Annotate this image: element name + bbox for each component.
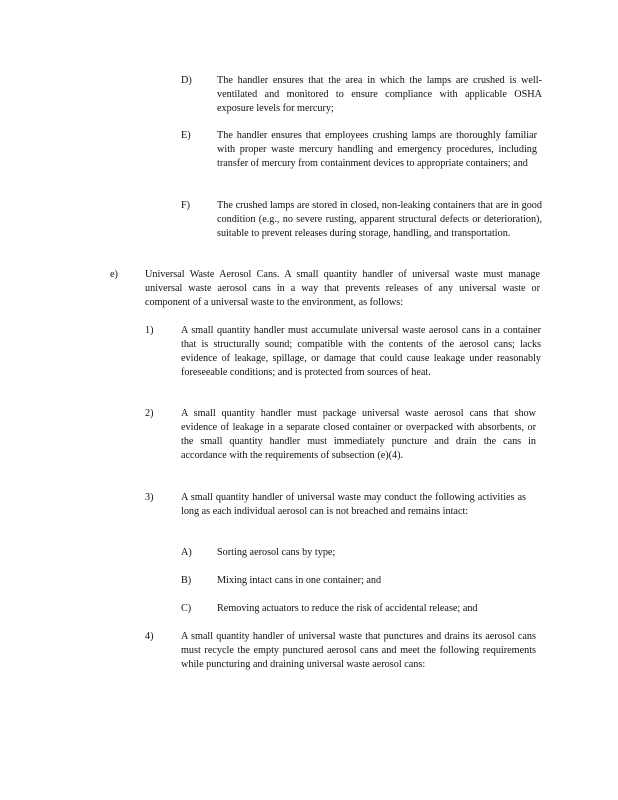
item-f-text: The crushed lamps are stored in closed, non-leaking containers that are in good condition (e.g., no severe rusting, apparent structural defects or deterioration), suitable to prevent releases during storage, handling, and transportation. [217,200,542,239]
item-e-text: The handler ensures that employees crushing lamps are thoroughly familiar with proper waste mercury handling and emergency procedures, including transfer of mercury from containment devices to appropriate containers; and [217,130,537,169]
item-marker-d: D) [181,75,192,86]
item-marker-f: F) [181,200,191,211]
paragraph-marker-3: 3) [145,492,154,503]
paragraph-1-text: A small quantity handler must accumulate universal waste aerosol cans in a container that is structurally sound; compatible with the contents of the aerosol cans; lacks evidence of leakage, spillage, or damage that could cause leakage under reasonably foreseeable conditions; and is protected from sources of heat. [181,325,541,378]
paragraph-marker-2: 2) [145,408,154,419]
item-marker-e: E) [181,130,191,141]
paragraph-marker-4: 4) [145,631,154,642]
paragraph-2-text: A small quantity handler must package universal waste aerosol cans that show evidence of leakage in a separate closed container or overpacked with absorbents, or the small quantity handler must immediately puncture and drain the cans in accordance with the requirements of subsection (e)(4). [181,408,536,461]
item-marker-a: A) [181,547,192,558]
item-a-text: Sorting aerosol cans by type; [217,547,336,558]
subsection-marker-e: e) [110,269,118,280]
item-d-text: The handler ensures that the area in which the lamps are crushed is well-ventilated and monitored to ensure compliance with applicable OSHA exposure levels for mercury; [217,75,542,114]
subsection-e-text: Universal Waste Aerosol Cans. A small quantity handler of universal waste must manage universal waste aerosol cans in a way that prevents releases of any universal waste or component of a universal waste to the environment, as follows: [145,269,540,308]
item-marker-b: B) [181,575,192,586]
item-marker-c: C) [181,603,192,614]
item-c-text: Removing actuators to reduce the risk of accidental release; and [217,603,478,614]
paragraph-3-text: A small quantity handler of universal waste may conduct the following activities as long as each individual aerosol can is not breached and remains intact: [181,492,526,517]
paragraph-4-text: A small quantity handler of universal waste that punctures and drains its aerosol cans must recycle the empty punctured aerosol cans and meet the following requirements while puncturing and draining universal waste aerosol cans: [181,631,536,670]
paragraph-marker-1: 1) [145,325,154,336]
item-b-text: Mixing intact cans in one container; and [217,575,382,586]
